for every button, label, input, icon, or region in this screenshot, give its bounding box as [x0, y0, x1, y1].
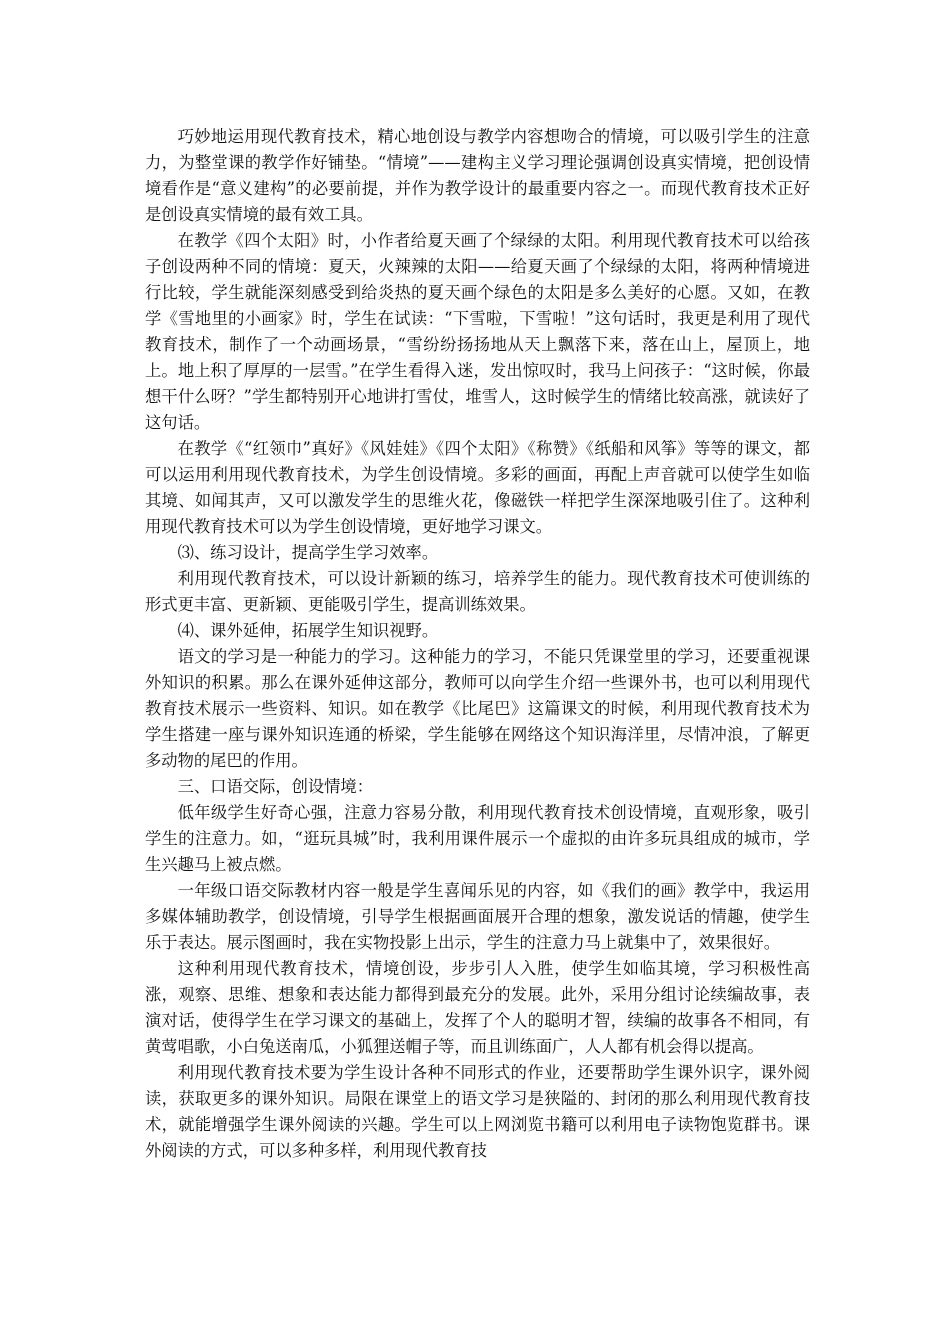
paragraph-situation-creation: 这种利用现代教育技术，情境创设，步步引人入胜，使学生如临其境，学习积极性高涨，观察、思维、想象和表达能力都得到最充分的发展。此外，采用分组讨论续编故事，表演对话，使得学生在学习课文的基础上，发挥了个人的聪明才智，续编的故事各不相同，有黄莺唱歌，小白兔送南瓜，小狐狸送帽子等，而且训练面广，人人都有机会得以提高。 [145, 959, 810, 1056]
heading-oral-communication: 三、口语交际，创设情境： [177, 777, 373, 796]
paragraph-extracurricular-reading: 利用现代教育技术要为学生设计各种不同形式的作业，还要帮助学生课外识字，课外阅读，获取更多的课外知识。局限在课堂上的语文学习是狭隘的、封闭的那么利用现代教育技术，就能增强学生课外阅读的兴趣。学生可以上网浏览书籍可以利用电子读物饱览群书。课外阅读的方式，可以多种多样，利用现代教育技 [145, 1063, 810, 1160]
paragraph-our-pictures: 一年级口语交际教材内容一般是学生喜闻乐见的内容，如《我们的画》教学中，我运用多媒体辅助教学，创设情境，引导学生根据画面展开合理的想象，激发说话的情趣，使学生乐于表达。展示图画时，我在实物投影上出示，学生的注意力马上就集中了，效果很好。 [145, 881, 810, 952]
heading-practice-design: ⑶、练习设计，提高学生学习效率。 [177, 543, 439, 562]
document-page [145, 124, 810, 1164]
paragraph-practice-design: 利用现代教育技术，可以设计新颖的练习，培养学生的能力。现代教育技术可使训练的形式更丰富、更新颖、更能吸引学生，提高训练效果。 [145, 569, 810, 614]
paragraph-four-suns: 在教学《四个太阳》时，小作者给夏天画了个绿绿的太阳。利用现代教育技术可以给孩子创设两种不同的情境：夏天，火辣辣的太阳——给夏天画了个绿绿的太阳，将两种情境进行比较，学生就能深刻感受到给炎热的夏天画个绿色的太阳是多么美好的心愿。又如，在教学《雪地里的小画家》时，学生在试读：“下雪啦，下雪啦！”这句话时，我更是利用了现代教育技术，制作了一个动画场景，“雪纷纷扬扬地从天上飘落下来，落在山上，屋顶上，地上。地上积了厚厚的一层雪。”在学生看得入迷，发出惊叹时，我马上问孩子：“这时候，你最想干什么呀？”学生都特别开心地讲打雪仗，堆雪人，这时候学生的情绪比较高涨，就读好了这句话。 [145, 231, 810, 432]
paragraph-intro: 巧妙地运用现代教育技术，精心地创设与教学内容想吻合的情境，可以吸引学生的注意力，为整堂课的教学作好铺垫。“情境”——建构主义学习理论强调创设真实情境，把创设情境看作是“意义建构”的必要前提，并作为教学设计的最重要内容之一。而现代教育技术正好是创设真实情境的最有效工具。 [145, 127, 810, 224]
paragraph-toy-city: 低年级学生好奇心强，注意力容易分散，利用现代教育技术创设情境，直观形象，吸引学生的注意力。如，“逛玩具城”时，我利用课件展示一个虚拟的由许多玩具组成的城市，学生兴趣马上被点燃。 [145, 803, 810, 874]
paragraph-lesson-examples: 在教学《“红领巾”真好》《风娃娃》《四个太阳》《称赞》《纸船和风筝》等等的课文，都可以运用利用现代教育技术，为学生创设情境。多彩的画面，再配上声音就可以使学生如临其境、如闻其声，又可以激发学生的思维火花，像磁铁一样把学生深深地吸引住了。这种利用现代教育技术可以为学生创设情境，更好地学习课文。 [145, 439, 810, 536]
paragraph-extension: 语文的学习是一种能力的学习。这种能力的学习，不能只凭课堂里的学习，还要重视课外知识的积累。那么在课外延伸这部分，教师可以向学生介绍一些课外书，也可以利用现代教育技术展示一些资料、知识。如在教学《比尾巴》这篇课文的时候，利用现代教育技术为学生搭建一座与课外知识连通的桥梁，学生能够在网络这个知识海洋里，尽情冲浪，了解更多动物的尾巴的作用。 [145, 647, 810, 770]
heading-extension: ⑷、课外延伸，拓展学生知识视野。 [177, 621, 439, 640]
